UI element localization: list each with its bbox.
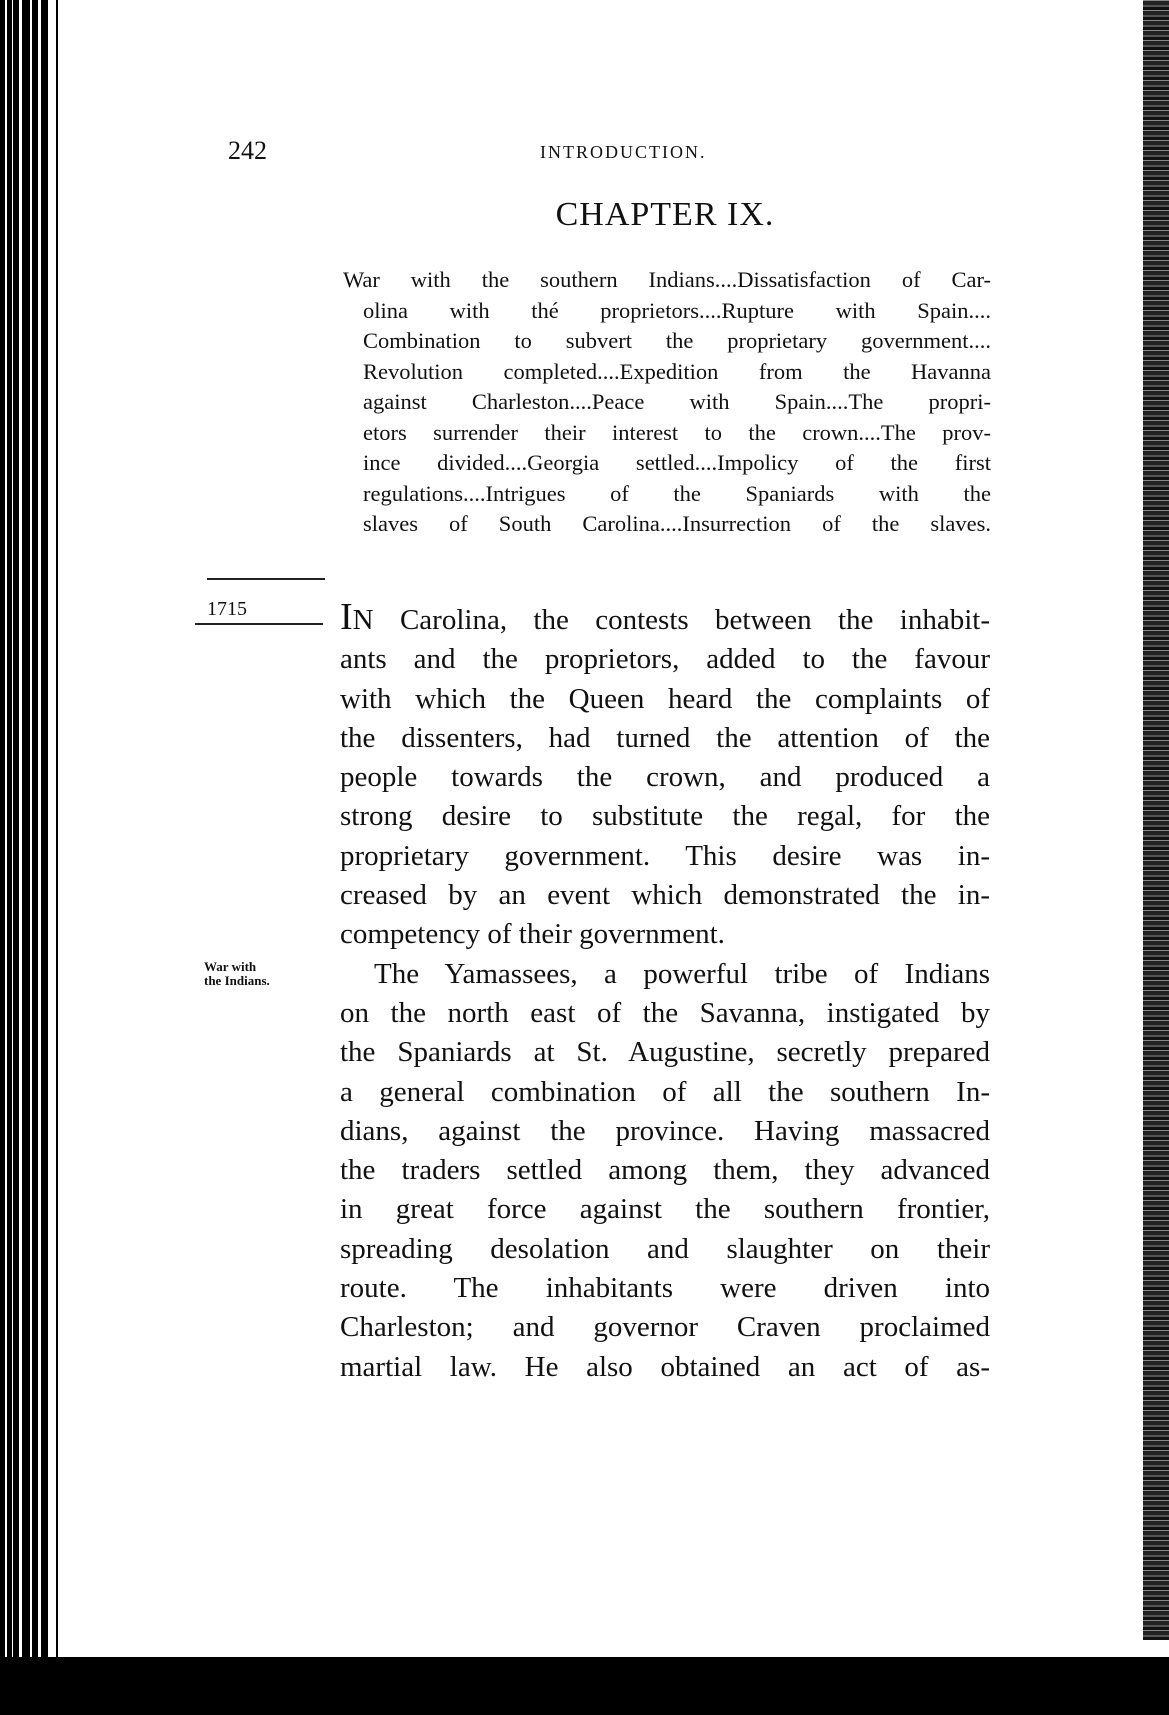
summary-line: etors surrender their interest to the crown....The prov- xyxy=(363,419,991,445)
marginal-note xyxy=(204,960,270,988)
body-line: in great force against the southern frontier, xyxy=(340,1193,990,1226)
body-line: creased by an event which demonstrated the in- xyxy=(340,879,990,912)
scan-bottom-border xyxy=(0,1657,1169,1715)
page-number: 242 xyxy=(228,136,267,165)
body-line-text: N Carolina, the contests between the inhabit- xyxy=(352,604,990,636)
body-line: strong desire to substitute the regal, for the xyxy=(340,800,990,833)
body-line: dians, against the province. Having massacred xyxy=(340,1114,990,1147)
body-line: martial law. He also obtained an act of as- xyxy=(340,1350,990,1383)
summary-line: slaves of South Carolina....Insurrection of the slaves. xyxy=(363,511,991,536)
margin-rule xyxy=(195,623,323,625)
body-line: people towards the crown, and produced a xyxy=(340,761,990,794)
summary-line: regulations....Intrigues of the Spaniards with the xyxy=(363,480,991,506)
marginal-note-line: the Indians. xyxy=(204,973,270,988)
margin-rule xyxy=(207,578,325,580)
body-line: Charleston; and governor Craven proclaimed xyxy=(340,1311,990,1344)
body-line: the traders settled among them, they advanced xyxy=(340,1154,990,1187)
drop-initial: I xyxy=(340,596,353,638)
body-line: on the north east of the Savanna, instigated by xyxy=(340,996,990,1029)
body-line: ants and the proprietors, added to the favour xyxy=(340,643,990,676)
summary-line: against Charleston....Peace with Spain....The propri- xyxy=(363,389,991,414)
summary-line: Revolution completed....Expedition from the Havanna xyxy=(363,358,991,384)
body-line: the dissenters, had turned the attention of the xyxy=(340,721,990,754)
body-text xyxy=(340,598,990,1387)
body-line xyxy=(340,598,990,640)
body-line: The Yamassees, a powerful tribe of Indians xyxy=(374,957,990,990)
summary-line: Combination to subvert the proprietary government.... xyxy=(363,328,991,353)
body-line: with which the Queen heard the complaints of xyxy=(340,682,990,715)
chapter-summary xyxy=(343,265,991,540)
page-edge-right xyxy=(1143,0,1169,1640)
body-line: a general combination of all the southern In- xyxy=(340,1075,990,1108)
body-line: spreading desolation and slaughter on their xyxy=(340,1232,990,1265)
marginal-note-line: War with xyxy=(204,959,257,974)
chapter-title: CHAPTER IX. xyxy=(555,196,775,233)
book-binding-edge xyxy=(0,0,62,1715)
summary-line: ince divided....Georgia settled....Impolicy of the first xyxy=(363,450,991,475)
summary-line: olina with thé proprietors....Rupture with Spain.... xyxy=(363,297,991,323)
body-line: competency of their government. xyxy=(340,918,725,951)
body-line: proprietary government. This desire was in- xyxy=(340,839,990,872)
margin-year: 1715 xyxy=(207,598,247,620)
summary-line: War with the southern Indians....Dissatisfaction of Car- xyxy=(343,267,991,292)
running-head: INTRODUCTION. xyxy=(540,142,707,162)
body-line: route. The inhabitants were driven into xyxy=(340,1272,990,1305)
body-line: the Spaniards at St. Augustine, secretly prepared xyxy=(340,1036,990,1069)
